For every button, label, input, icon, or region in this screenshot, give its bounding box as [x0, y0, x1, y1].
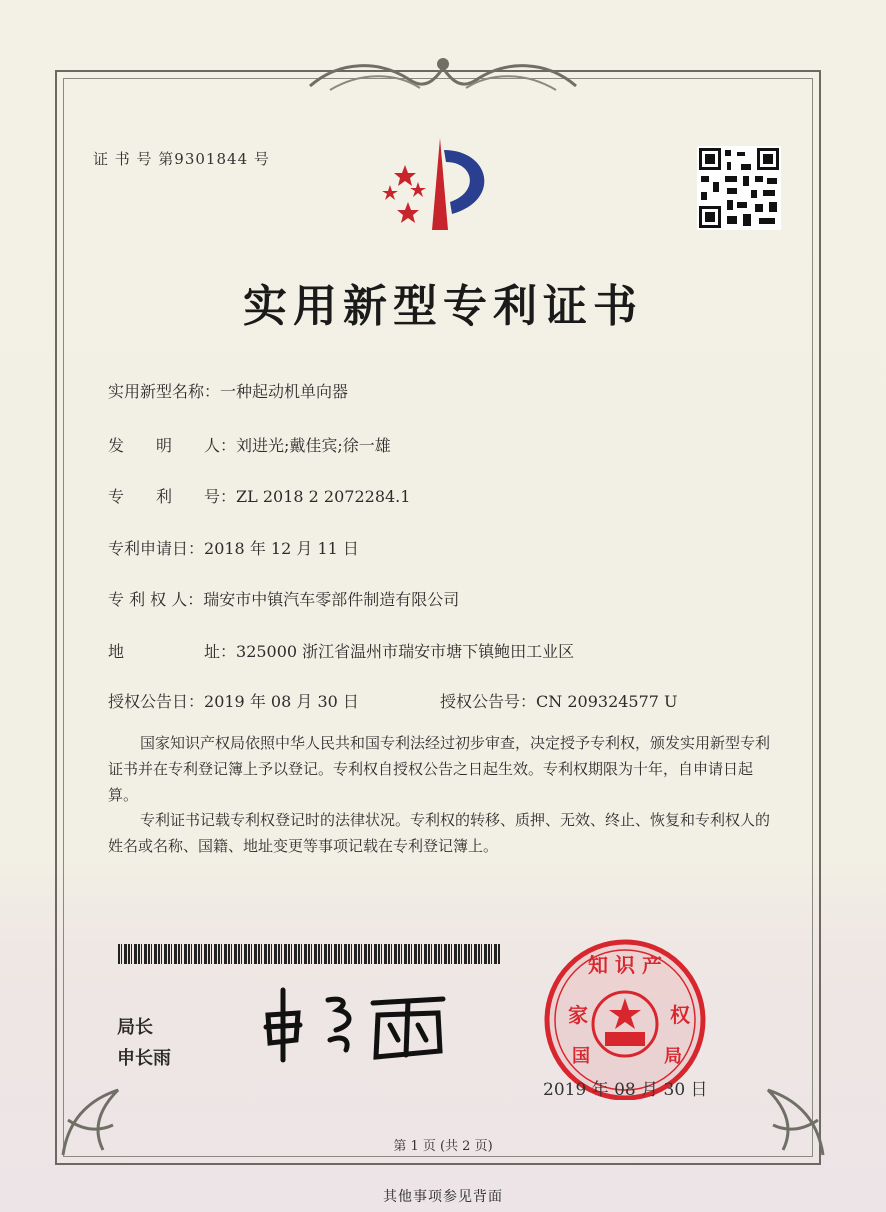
director-name: 申长雨 — [117, 1048, 171, 1069]
field-value: CN 209324577 U — [536, 692, 678, 711]
field-patent-number — [108, 484, 410, 507]
field-label: 专 利 权 人： — [108, 590, 204, 609]
field-value: 刘进光;戴佳宾;徐一雄 — [236, 436, 391, 455]
field-grant-date — [108, 689, 359, 712]
qr-code — [697, 146, 781, 230]
field-label: 实用新型名称： — [108, 382, 221, 401]
svg-text:家: 家 — [568, 1003, 588, 1027]
field-utility-model-name — [108, 379, 348, 402]
field-label: 地 址： — [108, 642, 237, 661]
certificate-title: 实用新型专利证书 — [243, 281, 643, 332]
field-application-date — [108, 536, 359, 559]
field-value: 325000 浙江省温州市瑞安市塘下镇鲍田工业区 — [236, 642, 575, 661]
field-label: 发 明 人： — [108, 436, 237, 455]
footer-note: 其他事项参见背面 — [383, 1189, 503, 1205]
field-grant-number — [440, 689, 678, 712]
field-patentee — [108, 587, 459, 610]
field-address — [108, 639, 574, 662]
top-ornament — [300, 50, 586, 96]
director-signature — [258, 985, 448, 1065]
field-value: 2018 年 12 月 11 日 — [204, 539, 359, 558]
barcode — [118, 944, 500, 964]
field-label: 授权公告日： — [108, 692, 205, 711]
grant-statement: 国家知识产权局依照中华人民共和国专利法经过初步审查，决定授予专利权，颁发实用新型专利证书并在专利登记簿上予以登记。专利权自授权公告之日起生效。专利权期限为十年，自申请日起算。 — [108, 734, 771, 804]
page-indicator: 第 1 页 (共 2 页) — [393, 1139, 493, 1154]
svg-text:国: 国 — [572, 1046, 590, 1067]
patent-office-logo — [370, 130, 510, 240]
field-label: 专 利 号： — [108, 487, 237, 506]
svg-text:权: 权 — [670, 1003, 690, 1027]
legal-status-note: 专利证书记载专利权登记时的法律状况。专利权的转移、质押、无效、终止、恢复和专利权人的姓名或名称、国籍、地址变更等事项记载在专利登记簿上。 — [108, 811, 771, 855]
seal-date: 2019 年 08 月 30 日 — [543, 1080, 708, 1100]
field-inventor — [108, 433, 391, 456]
field-value: 瑞安市中镇汽车零部件制造有限公司 — [203, 590, 460, 609]
director-title: 局长 — [117, 1017, 153, 1038]
field-value: 一种起动机单向器 — [220, 382, 349, 401]
certificate-number: 证 书 号 第9301844 号 — [93, 150, 270, 168]
field-value: 2019 年 08 月 30 日 — [204, 692, 359, 711]
svg-text:知 识 产: 知 识 产 — [588, 953, 662, 977]
field-label: 专利申请日： — [108, 539, 205, 558]
field-value: ZL 2018 2 2072284.1 — [236, 487, 411, 506]
field-label: 授权公告号： — [440, 692, 537, 711]
svg-text:局: 局 — [664, 1046, 682, 1067]
